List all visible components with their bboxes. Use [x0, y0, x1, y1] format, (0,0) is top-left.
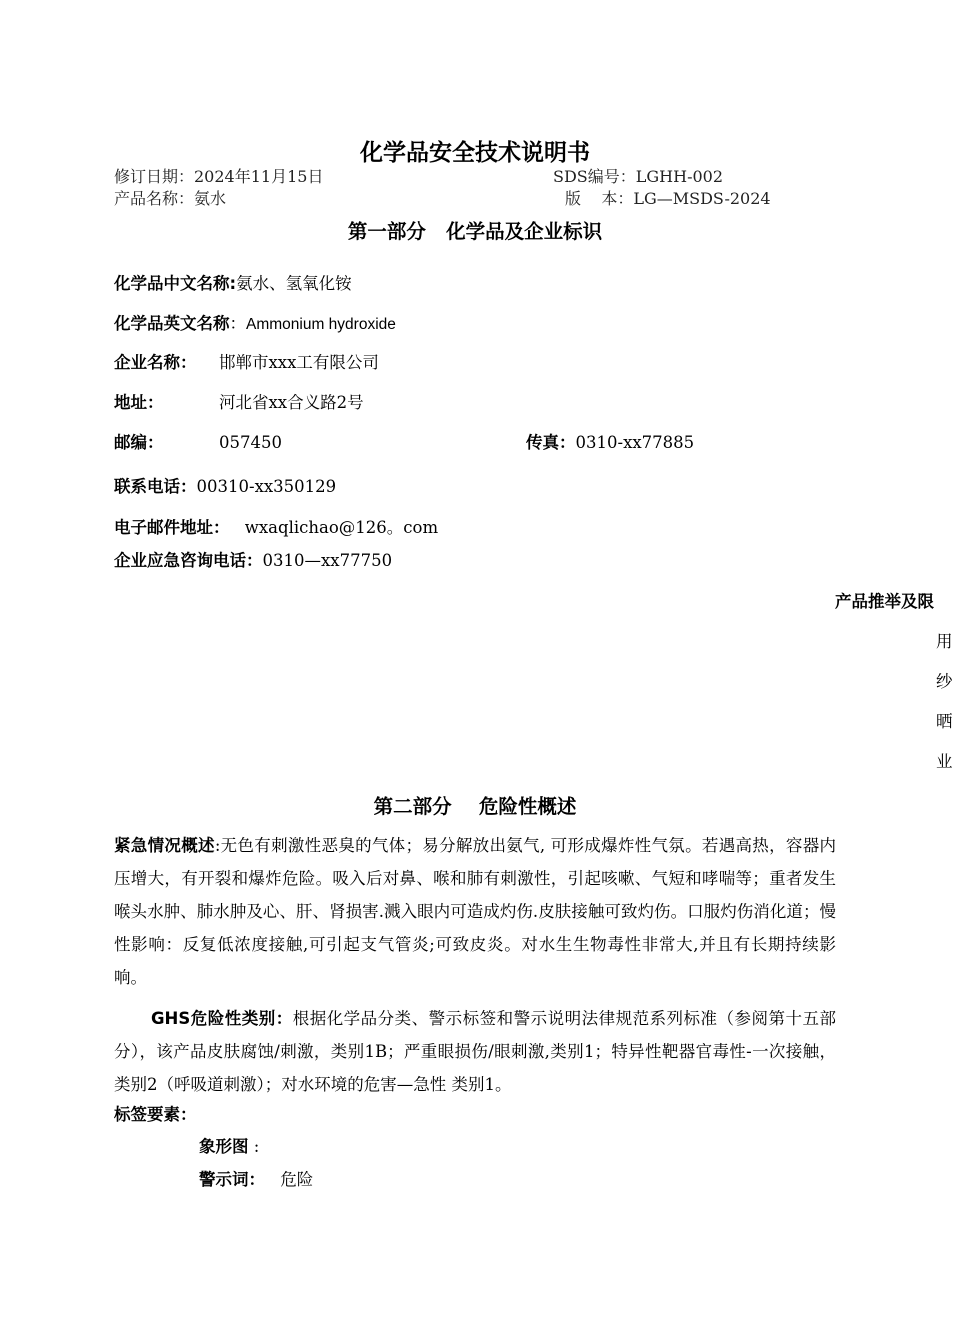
ghs-text: 根据化学品分类、警示标签和警示说明法律规范系列标准（参阅第十五部分），该产品皮肤腐蚀/刺激，类别1B；严重眼损伤/眼刺激,类别1；特异性靶器官毒性-一次接触，类别2（呼吸道刺激）；对水环境的危害—急性 类别1。 — [114, 1009, 836, 1094]
email-row — [114, 516, 438, 540]
version: 版 本：LG—MSDS-2024 — [565, 189, 771, 208]
pictogram-colon: : — [248, 1137, 260, 1156]
signal-word-row — [199, 1168, 313, 1192]
side-note-heading: 产品推举及限 — [835, 592, 934, 611]
postcode-label: 邮编： — [114, 433, 164, 452]
side-note-line: 业 — [936, 752, 953, 771]
cn-name-label: 化学品中文名称: — [114, 274, 237, 293]
side-note-line: 晒 — [936, 712, 953, 731]
cn-name-row — [114, 272, 352, 296]
address-value: 河北省xx合义路2号 — [219, 393, 364, 412]
en-name-colon: ： — [229, 314, 246, 333]
fax-row — [526, 431, 694, 455]
en-name-label: 化学品英文名称 — [114, 314, 230, 333]
product-name: 产品名称：氨水 — [114, 189, 227, 208]
fax-label: 传真： — [526, 433, 576, 452]
sds-number: SDS编号：LGHH-002 — [553, 167, 724, 186]
cn-name-value: 氨水、氢氧化铵 — [236, 274, 352, 293]
emergency-phone-row — [114, 549, 392, 573]
phone-label: 联系电话： — [114, 477, 197, 496]
ghs-label: GHS危险性类别： — [151, 1009, 293, 1028]
address-label: 地址： — [114, 393, 164, 412]
side-note-line: 纱 — [936, 672, 953, 691]
company-label: 企业名称： — [114, 353, 197, 372]
email-value: wxaqlichao@126。com — [244, 518, 439, 537]
en-name-value: Ammonium hydroxide — [246, 316, 396, 333]
emergency-overview-label: 紧急情况概述 — [114, 836, 215, 855]
phone-value: 00310-xx350129 — [196, 477, 337, 496]
signal-word-label: 警示词： — [199, 1170, 265, 1189]
part2-heading: 第二部分 危险性概述 — [373, 795, 577, 818]
emergency-overview-text: :无色有刺激性恶臭的气体；易分解放出氨气, 可形成爆炸性气氛。若遇高热，容器内压增大，有开裂和爆炸危险。吸入后对鼻、喉和肺有刺激性，引起咳嗽、气短和哮喘等；重者发生喉头水肿、肺水肿及心、肝、肾损害.溅入眼内可造成灼伤.皮肤接触可致灼伤。口服灼伤消化道；慢性影响：反复低浓度接触,可引起支气管炎;可致皮炎。对水生生物毒性非常大,并且有长期持续影响。 — [114, 836, 836, 987]
fax-value: 0310-xx77885 — [575, 433, 695, 452]
emergency-phone-value: 0310—xx77750 — [262, 551, 393, 570]
part1-heading: 第一部分 化学品及企业标识 — [347, 220, 603, 243]
ghs-classification — [114, 1002, 836, 1101]
pictogram-row — [199, 1135, 259, 1159]
pictogram-label: 象形图 — [199, 1137, 249, 1156]
emergency-overview — [114, 829, 836, 994]
phone-row — [114, 475, 336, 499]
document-title: 化学品安全技术说明书 — [360, 140, 590, 166]
label-elements-label: 标签要素： — [114, 1105, 197, 1124]
side-note-line: 用 — [936, 632, 953, 651]
emergency-phone-label: 企业应急咨询电话： — [114, 551, 263, 570]
postcode-value: 057450 — [219, 433, 282, 452]
en-name-row — [114, 312, 396, 337]
signal-word-value: 危险 — [280, 1170, 314, 1189]
revision-date: 修订日期：2024年11月15日 — [114, 167, 324, 186]
email-label: 电子邮件地址： — [114, 518, 230, 537]
company-value: 邯郸市xxx工有限公司 — [219, 353, 379, 372]
